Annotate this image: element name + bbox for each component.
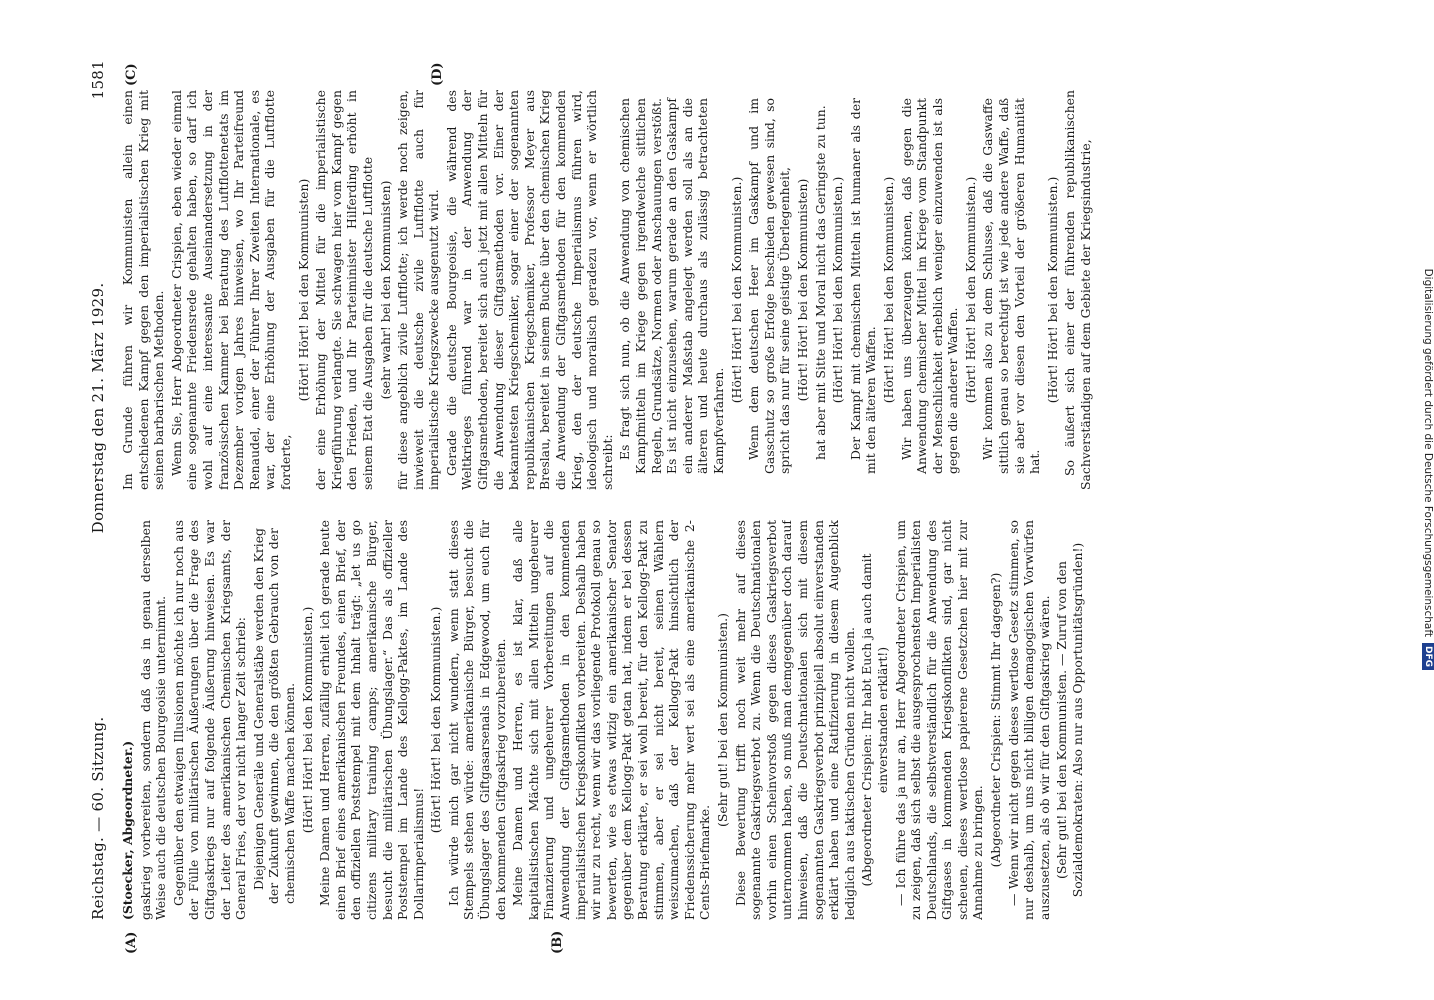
interjection: (Hört! Hört! bei den Kommunisten) — [794, 178, 810, 402]
interjection: (Hört! Hört! bei den Kommunisten.) — [299, 606, 315, 834]
interjection: (Sehr gut! bei den Kommunisten. — Zuruf von den Sozialdemokraten: Also nur aus Opportunitätsgründen!) — [1054, 542, 1086, 898]
interjection: (Hört! Hört! bei den Kommunisten.) — [962, 176, 978, 404]
paragraph: Meine Damen und Herren, es ist klar, daß alle kapitalistischen Mächte sich mit allen Mitteln ungeheurer Finanzierung und ungeheurer Vorbereitungen auf die Anwendung der Giftgasmethoden in den kommenden imperialistischen Kriegskonflikten vorbereiten. Deshalb haben wir nur zu recht, wenn wir das vorliegende Protokoll genau so bewerten, wie es etwas witzig ein amerikanischer Senator gegenüber dem Kellogg-Pakt getan hat, indem er bei dessen Beratung erklärte, er sei wohl bereit, für den Kellogg-Pakt zu stimmen, aber er sei nicht bereit, seinen Wählern weiszumachen, daß der Kellogg-Pakt hinsichtlich der Friedenssicherung mehr wert sei als eine amerikanische 2-Cents-Briefmarke. — [510, 520, 713, 920]
page-header — [80, 60, 116, 920]
paragraph: Ich würde mich gar nicht wundern, wenn statt dieses Stempels stehen würde: amerikanische Bürger, besucht die Übungslager des Giftgasarsenals in Edgewood, um euch für den kommenden Giftgaskrieg vorzubereiten. — [445, 520, 508, 920]
paragraph: der eine Erhöhung der Mittel für die imperialistische Kriegführung verlangte. Sie schwagen hier vom Kampf gegen den Frieden, und Ihr Parteiminister Hilferding erhöht in seinem Etat die Ausgaben für die deutsche Luftflotte — [313, 90, 375, 490]
paragraph: Diese Bewertung trifft noch weit mehr auf dieses sogenannte Gaskriegsverbot zu. Wenn die Deutschnationalen vorhin einen Scheinvorstoß gegen dieses Gaskriegsverbot unternommen haben, so muß man demgegenüber doch darauf hinweisen, daß die Deutschnationalen sich mit diesem sogenannten Gaskriegsverbot prinzipiell absolut einverstanden erklärt haben und eine Ratifizierung in diesem Augenblick lediglich aus taktischen Gründen nicht wollen. — [732, 520, 857, 920]
interjection: (Hört! Hört! bei den Kommunisten.) — [880, 176, 896, 404]
interjection: (Hört! Hört! bei den Kommunisten.) — [830, 176, 846, 404]
interjection: (Hört! Hört! bei den Kommunisten.) — [1044, 176, 1060, 404]
margin-letter-a: (A) — [124, 931, 139, 954]
left-text-column — [120, 520, 1350, 920]
interjection: (sehr wahr! bei den Kommunisten) — [377, 180, 393, 400]
interjection: (Hört! Hört! bei den Kommunisten) — [295, 178, 311, 402]
right-text-column — [120, 90, 1350, 490]
paragraph: Gerade die deutsche Bourgeoisie, die während des Weltkrieges führend war in der Anwendung der Giftgasmethoden, bereitet sich auch jetzt mit allen Mitteln für die Anwendung dieser Giftgasmethoden vor. Einer der bekanntesten Kriegschemiker, sogar einer der sogenannten republikanischen Kriegschemiker, Professor Meyer aus Breslau, bereitet in seinem Buche über den chemischen Krieg die Anwendung der Giftgasmethoden für den kommenden Krieg, den der deutsche Imperialismus führen wird, ideologisch und moralisch geradezu vor, wenn er wörtlich schreibt: — [443, 90, 615, 490]
credit-text: Digitalisierung gefördert durch die Deutsche Forschungsgemeinschaft — [1422, 268, 1434, 637]
quotation: Der Kampf mit chemischen Mitteln ist humaner als der mit den älteren Waffen. — [847, 98, 879, 474]
margin-letter-b: (B) — [550, 930, 565, 954]
paragraph: gaskrieg vorbereiten, sondern daß das in genau derselben Weise auch die deutschen Bourgeoisie unternimmt. — [137, 520, 169, 920]
page-number: 1581 — [89, 60, 107, 100]
speaker-line: (Stoecker, Abgeordneter.) — [120, 740, 135, 920]
paragraph: So äußert sich einer der führenden republikanischen Sachverständigen auf dem Gebiete der Kriegsindustrie, — [1062, 90, 1094, 490]
interjection: (Abgeordneter Crispien: Stimmt Ihr dagegen?) — [988, 572, 1004, 868]
quotation: Wir kommen also zu dem Schlusse, daß die Gaswaffe sittlich genau so berechtigt ist wie jede andere Waffe, daß sie aber vor diesen den Vorteil der größeren Humanität hat. — [980, 98, 1043, 474]
margin-letter-d: (D) — [430, 62, 445, 86]
quotation: Es fragt sich nun, ob die Anwendung von chemischen Kampfmitteln im Kriege gegen irgendwelche sittlichen Regeln, Grundsätze, Normen oder Anschauungen verstößt. Es ist nicht einzusehen, warum gerade an den Gaskampf ein anderer Maßstab angelegt werden soll als an die älteren und heute durchaus als zulässig betrachteten Kampfverfahren. — [617, 98, 726, 474]
paragraph: Meine Damen und Herren, zufällig erhielt ich gerade heute einen Brief eines amerikanischen Freundes, einen Brief, der den offiziellen Poststempel mit dem Inhalt trägt: „let us go citizens military training camps; amerikanische Bürger, besucht die militärischen Übungslager.“ Das als offizieller Poststempel im Lande des Kellogg-Paktes, im Lande des Dollarimperialismus! — [317, 520, 426, 920]
dfg-logo: DFG — [1422, 643, 1434, 670]
header-date: Donnerstag den 21. März 1929. — [89, 282, 107, 534]
quotation: Wir haben uns überzeugen können, daß gegen die Anwendung chemischer Mittel im Kriege vom Standpunkt der Menschlichkeit erheblich weniger einzuwenden ist als gegen die anderer Waffen. — [898, 98, 961, 474]
paragraph: für diese angeblich zivile Luftflotte; ich werde noch zeigen, inwieweit die deutsche zivile Luftflotte auch für imperialistische Kriegszwecke ausgenutzt wird. — [395, 90, 442, 490]
rotated-document-page — [80, 60, 1360, 960]
interjection: (Hört! Hört! bei den Kommunisten.) — [428, 606, 444, 834]
paragraph: Im Grunde führen wir Kommunisten allein einen entschiedenen Kampf gegen den imperialistischen Krieg mit seinen barbarischen Methoden. — [120, 90, 167, 490]
digitization-credit — [1418, 10, 1434, 670]
paragraph: Wenn Sie, Herr Abgeordneter Crispien, eben wieder einmal eine sogenannte Friedensrede gehalten haben, so darf ich wohl auf eine interessante Auseinandersetzung in der französischen Kammer bei Beratung des Luftflottenetats im Dezember vorigen Jahres hinweisen, wo Ihr Parteifreund Renaudel, einer der Führer Ihrer Zweiten Internationale, es war, der eine Erhöhung der Ausgaben für die Luftflotte forderte, — [168, 90, 293, 490]
quotation: Wenn dem deutschen Heer im Gaskampf und im Gasschutz so große Erfolge beschieden gewesen sind, so spricht das nur für seine geistige Überlegenheit, — [746, 98, 793, 474]
paragraph: — Ich führe das ja nur an, Herr Abgeordneter Crispien, um zu zeigen, daß sich selbst die ausgesprochensten Imperialisten Deutschlands, die selbstverständlich für die Anwendung des Giftgases in kommenden Kriegskonflikten sind, gar nicht scheuen, dieses wertlose papierene Gesetzchen hier mit zur Annahme zu bringen. — [892, 520, 986, 920]
interjection: (Abgeordneter Crispien: Ihr habt Euch ja auch damit einverstanden erklärt!) — [859, 553, 890, 887]
paragraph: — Wenn wir nicht gegen dieses wertlose Gesetz stimmen, so nur deshalb, um uns nicht billigen demagogischen Vorwürfen auszusetzen, als ob wir für den Giftgaskrieg wären. — [1005, 520, 1052, 920]
quotation: Diejenigen Generäle und Generalstäbe werden den Krieg der Zukunft gewinnen, die den größten Gebrauch von der chemischen Waffe machen können. — [250, 528, 297, 904]
paragraph: Gegenüber den etwaigen Illusionen möchte ich nur noch aus der Fülle von militärischen Äußerungen über die Frage des Giftgaskriegs nur auf folgende Äußerung hinweisen. Es war der Leiter des amerikanischen Chemischen Kriegsamts, der General Fries, der vor nicht langer Zeit schrieb: — [170, 520, 249, 920]
interjection: (Sehr gut! bei den Kommunisten.) — [714, 613, 730, 827]
interjection: (Hört! Hört! bei den Kommunisten.) — [728, 176, 744, 404]
margin-letter-c: (C) — [124, 63, 139, 86]
quotation: hat aber mit Sitte und Moral nicht das Geringste zu tun. — [812, 105, 828, 460]
header-session: Reichstag. — 60. Sitzung. — [89, 716, 107, 920]
